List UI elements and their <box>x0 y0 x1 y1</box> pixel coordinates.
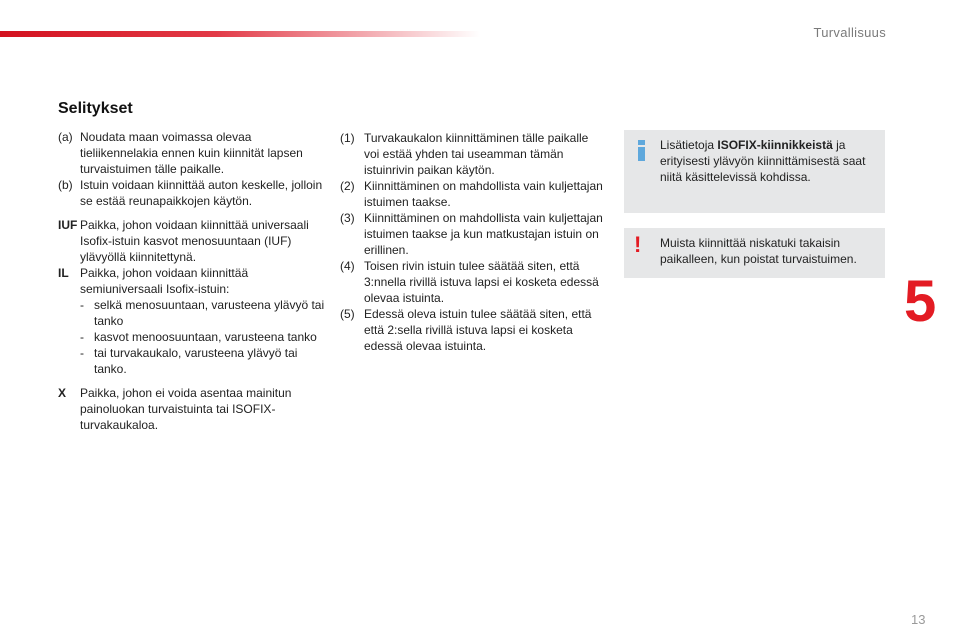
bullet-text: selkä menosuuntaan, varusteena ylävyö tai tanko <box>94 298 325 328</box>
list-item: - tai turvakaukalo, varusteena ylävyö tai tanko. <box>58 345 328 377</box>
legend-right-column <box>340 130 605 354</box>
note-label: (2) <box>340 179 355 193</box>
info-box <box>624 130 885 213</box>
warning-box <box>624 228 885 278</box>
note-item-5 <box>340 306 605 354</box>
legend-item-iuf <box>58 217 328 265</box>
legend-text: Istuin voidaan kiinnittää auton keskelle, jolloin se estää reunapaikkojen käytön. <box>80 178 323 208</box>
note-text: Turvakaukalon kiinnittäminen tälle paikalle voi estää yhden tai useamman tämän istuinrivin paikan käytön. <box>364 131 589 177</box>
note-label: (5) <box>340 307 355 321</box>
chapter-number: 5 <box>904 269 937 334</box>
legend-text: Paikka, johon voidaan kiinnittää semiuniversaali Isofix-istuin: <box>80 266 249 296</box>
note-text: Toisen rivin istuin tulee säätää siten, että 3:nnella rivillä istuva lapsi ei kosketa edessä olevaa istuinta. <box>364 259 599 305</box>
legend-item-b <box>58 177 328 209</box>
list-item: - selkä menosuuntaan, varusteena ylävyö tai tanko <box>58 297 328 329</box>
bullet-text: tai turvakaukalo, varusteena ylävyö tai tanko. <box>94 346 298 376</box>
note-label: (3) <box>340 211 355 225</box>
legend-text: Noudata maan voimassa olevaa tieliikennelakia ennen kuin kiinnität lapsen turvaistuimen tälle paikalle. <box>80 130 303 176</box>
legend-item-il <box>58 265 328 297</box>
note-text: Kiinnittäminen on mahdollista vain kuljettajan istuimen taakse. <box>364 179 603 209</box>
bullet-text: kasvot menoosuuntaan, varusteena tanko <box>94 330 317 344</box>
page-number: 13 <box>911 612 926 627</box>
legend-item-x <box>58 385 328 433</box>
legend-label: IUF <box>58 218 78 232</box>
legend-label: (a) <box>58 130 73 144</box>
note-label: (4) <box>340 259 355 273</box>
section-title: Turvallisuus <box>813 25 886 40</box>
info-text: Lisätietoja ISOFIX-kiinnikkeistä ja erityisesti ylävyön kiinnittämisestä saat niitä käsittelevissä kohdissa. <box>660 138 866 184</box>
note-item-2 <box>340 178 605 210</box>
isofix-link-text: ISOFIX-kiinnikkeistä <box>717 138 833 152</box>
page-title: Selitykset <box>58 100 133 117</box>
legend-text: Paikka, johon voidaan kiinnittää universaali Isofix-istuin kasvot menosuuntaan (IUF) ylävyöllä kiinnitettynä. <box>80 218 309 264</box>
list-item: - kasvot menoosuuntaan, varusteena tanko <box>80 330 317 344</box>
note-item-1 <box>340 130 605 178</box>
warning-text: Muista kiinnittää niskatuki takaisin paikalleen, kun poistat turvaistuimen. <box>660 236 857 266</box>
legend-label: X <box>58 386 67 400</box>
legend-item-a <box>58 129 328 177</box>
note-label: (1) <box>340 131 355 145</box>
note-item-4 <box>340 258 605 306</box>
info-icon <box>637 140 646 160</box>
note-text: Kiinnittäminen on mahdollista vain kuljettajan istuimen taakse ja kun matkustajan istuin on erillinen. <box>364 211 603 257</box>
legend-text: Paikka, johon ei voida asentaa mainitun painoluokan turvaistuinta tai ISOFIX-turvakaukaloa. <box>80 386 292 432</box>
note-text: Edessä oleva istuin tulee säätää siten, että että 2:sella rivillä istuva lapsi ei kosketa edessä olevaa istuinta. <box>364 307 592 353</box>
legend-left-column <box>58 129 328 433</box>
warning-icon: ! <box>634 232 642 257</box>
header-accent-bar <box>0 31 480 37</box>
note-item-3 <box>340 210 605 258</box>
legend-label: IL <box>58 266 69 280</box>
legend-label: (b) <box>58 178 73 192</box>
